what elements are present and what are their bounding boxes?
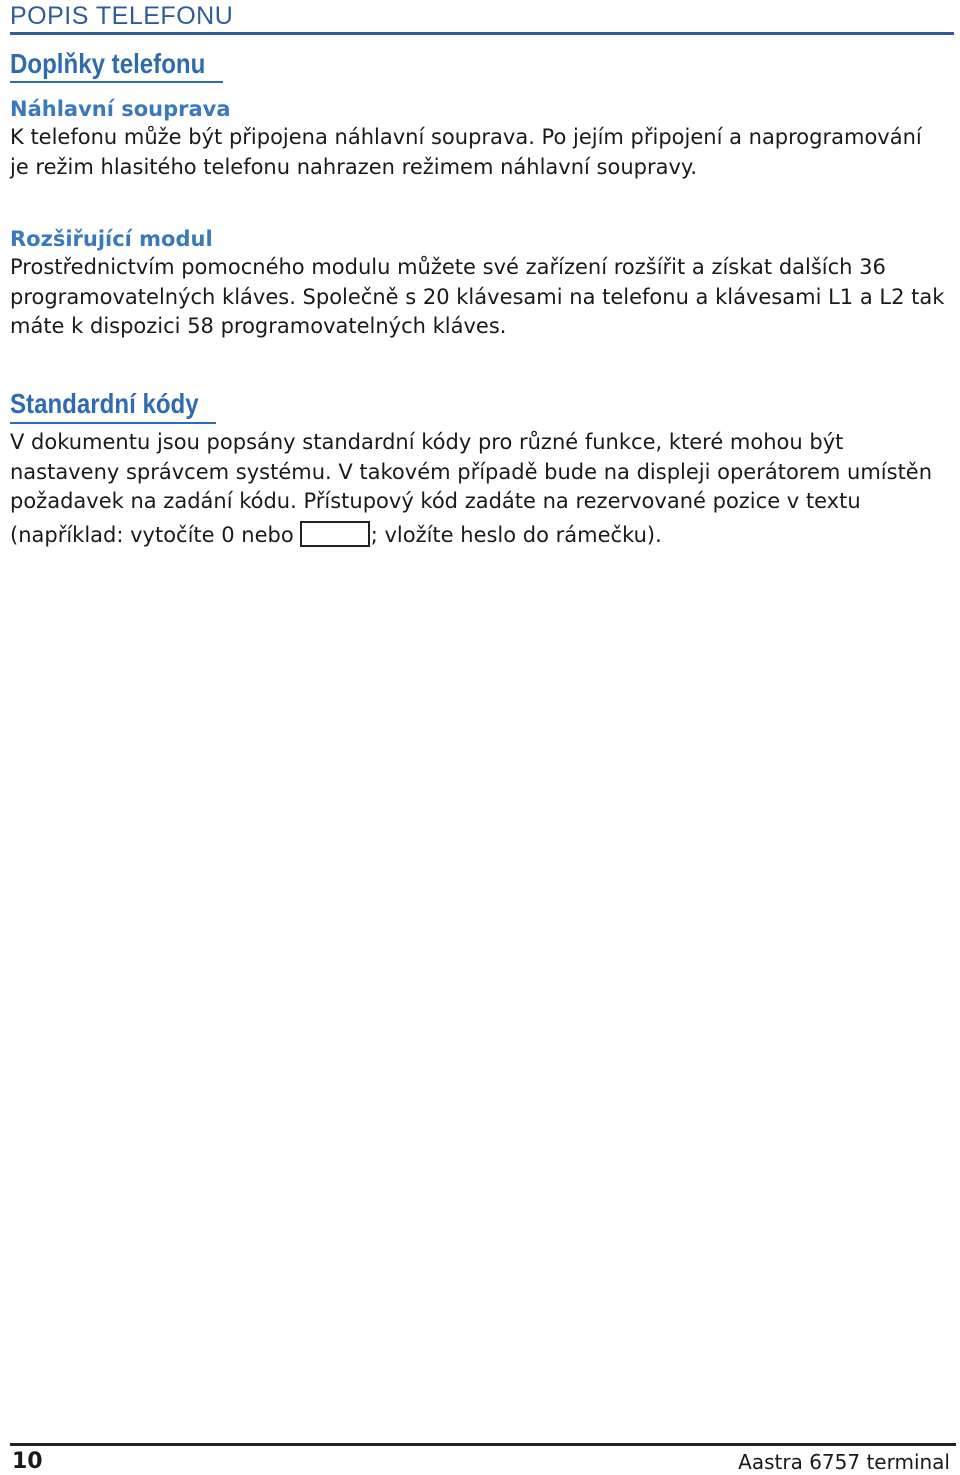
codes-paragraph [10,428,955,550]
subsection-title-expansion: Rozšiřující modul [10,227,213,251]
text-line: nastaveny správcem systému. V takovém případě bude na displeji operátorem umístěn [10,459,933,484]
code-example-before: (například: vytočíte 0 nebo [10,522,294,547]
text-line: Prostřednictvím pomocného modulu můžete své zařízení rozšířit a získat dalších 36 [10,255,886,279]
headset-paragraph [10,123,955,182]
text-line: máte k dispozici 58 programovatelných kláves. [10,314,507,338]
section-title-standard-codes: Standardní kódy [10,388,199,419]
section-underline-accessories [10,81,223,83]
text-line: požadavek na zadání kódu. Přístupový kód zadáte na rezervované pozice v textu [10,489,861,513]
expansion-paragraph [10,253,955,342]
text-line: V dokumentu jsou popsány standardní kódy pro různé funkce, které mohou být [10,430,844,454]
header-rule [10,32,954,35]
section-underline-standard-codes [10,422,216,424]
footer-rule [10,1443,956,1446]
page-header [10,0,954,35]
text-line-with-code-box [10,521,955,551]
page-header-title: POPIS TELEFONU [10,2,234,30]
footer-product-name: Aastra 6757 terminal [738,1450,950,1474]
text-line: programovatelných kláves. Společně s 20 klávesami na telefonu a klávesami L1 a L2 tak [10,284,945,309]
code-input-box [300,521,370,547]
section-title-accessories: Doplňky telefonu [10,48,206,79]
subsection-title-headset: Náhlavní souprava [10,97,231,121]
page-number: 10 [12,1449,43,1474]
text-line: K telefonu může být připojena náhlavní souprava. Po jejím připojení a naprogramování [10,125,922,149]
code-example-after: ; vložíte heslo do rámečku). [370,522,662,547]
text-line: je režim hlasitého telefonu nahrazen režimem náhlavní soupravy. [10,154,698,179]
